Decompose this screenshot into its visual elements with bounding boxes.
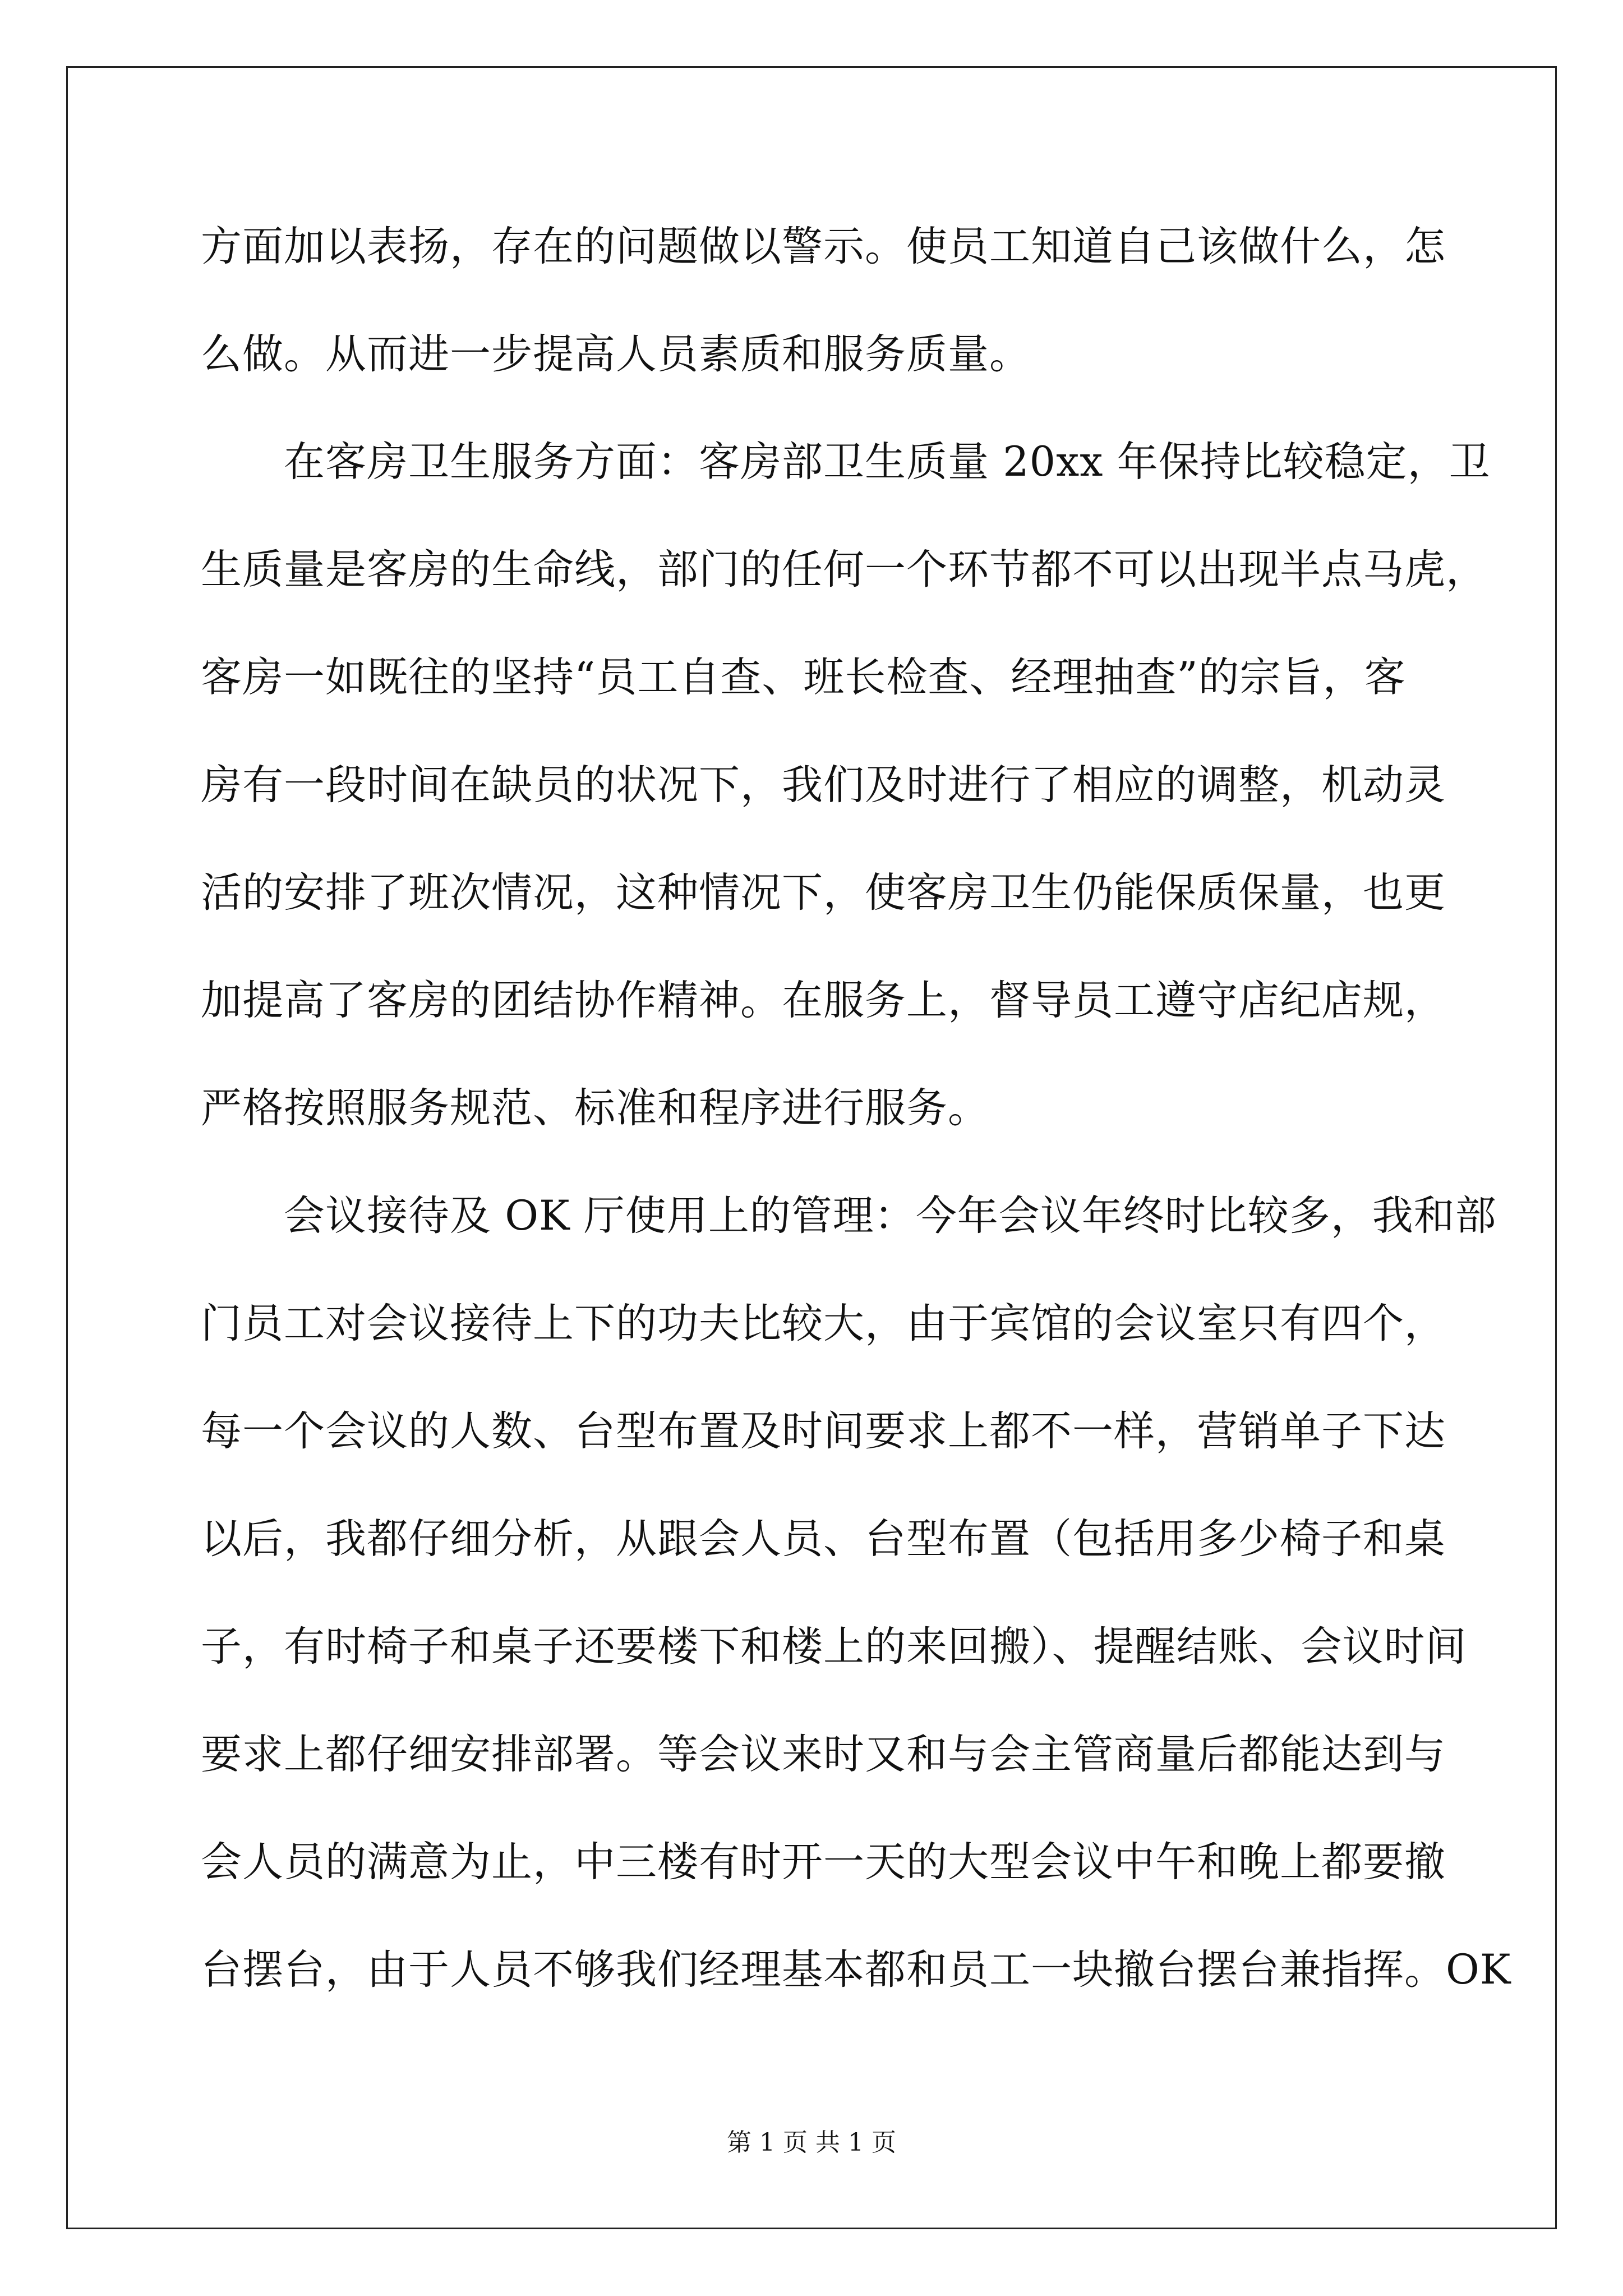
paragraph-start-line: 在客房卫生服务方面：客房部卫生质量 20xx 年保持比较稳定，卫 xyxy=(284,438,1491,486)
text-line: 以后，我都仔细分析，从跟会人员、台型布置（包括用多少椅子和桌 xyxy=(201,1515,1446,1563)
text-line: 台摆台，由于人员不够我们经理基本都和员工一块撤台摆台兼指挥。OK xyxy=(201,1946,1511,1994)
text-line: 要求上都仔细安排部署。等会议来时又和与会主管商量后都能达到与 xyxy=(201,1731,1446,1778)
text-line: 每一个会议的人数、台型布置及时间要求上都不一样，营销单子下达 xyxy=(201,1407,1446,1455)
text-line: 生质量是客房的生命线，部门的任何一个环节都不可以出现半点马虎， xyxy=(201,546,1487,593)
text-line: 么做。从而进一步提高人员素质和服务质量。 xyxy=(201,330,1031,378)
text-line: 子，有时椅子和桌子还要楼下和楼上的来回搬）、提醒结账、会议时间 xyxy=(201,1623,1467,1671)
text-line: 门员工对会议接待上下的功夫比较大，由于宾馆的会议室只有四个， xyxy=(201,1300,1446,1347)
text-line: 活的安排了班次情况，这种情况下，使客房卫生仍能保质保量，也更 xyxy=(201,869,1446,917)
text-line: 会人员的满意为止，中三楼有时开一天的大型会议中午和晚上都要撤 xyxy=(201,1838,1446,1886)
text-line: 加提高了客房的团结协作精神。在服务上，督导员工遵守店纪店规， xyxy=(201,977,1446,1024)
text-line: 方面加以表扬，存在的问题做以警示。使员工知道自己该做什么，怎 xyxy=(201,223,1446,270)
text-line: 房有一段时间在缺员的状况下，我们及时进行了相应的调整，机动灵 xyxy=(201,761,1446,809)
document-body xyxy=(201,214,1511,2045)
paragraph-start-line: 会议接待及 OK 厅使用上的管理：今年会议年终时比较多，我和部 xyxy=(284,1192,1497,1240)
page-footer: 第 1 页 共 1 页 xyxy=(727,2128,896,2157)
text-line: 严格按照服务规范、标准和程序进行服务。 xyxy=(201,1084,989,1132)
text-line: 客房一如既往的坚持“员工自查、班长检查、经理抽查”的宗旨，客 xyxy=(201,654,1406,701)
